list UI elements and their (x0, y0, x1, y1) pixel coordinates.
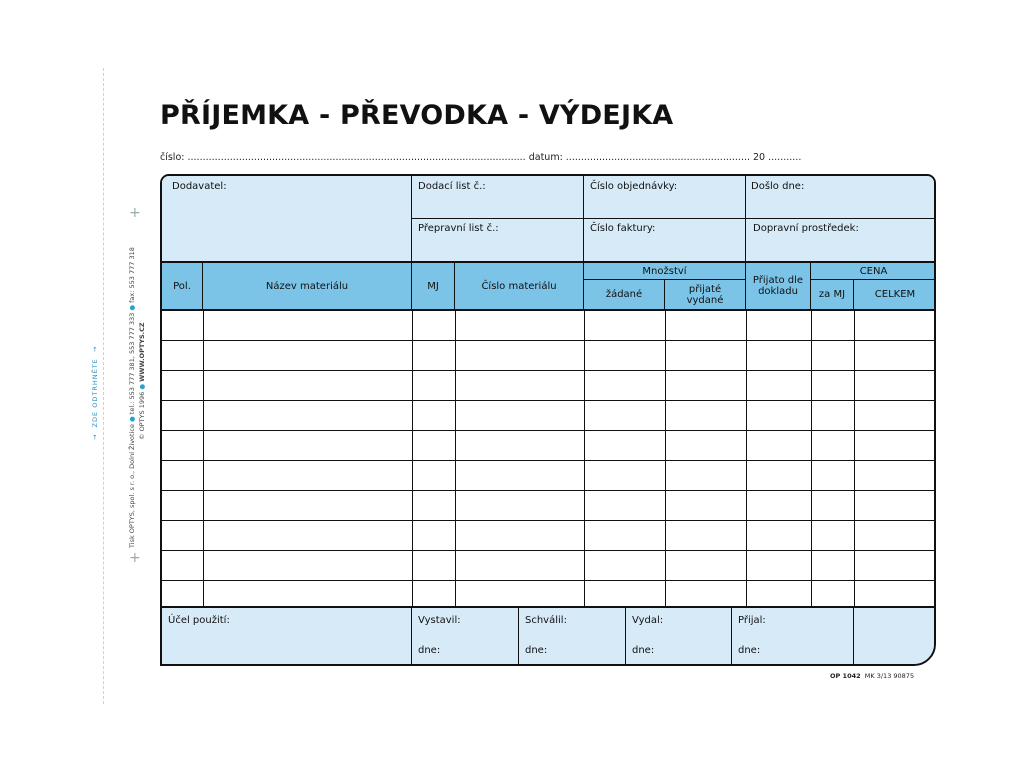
arrow-icon: → (91, 345, 99, 353)
received-date-field[interactable]: Došlo dne: (746, 176, 936, 219)
col-header-received-per-doc: Přijato dle dokladu (746, 263, 811, 309)
bullet-icon: ● (128, 416, 136, 422)
supplier-field[interactable]: Dodavatel: (162, 176, 412, 262)
issued-by-field[interactable]: Vystavil: dne: (412, 608, 519, 666)
transport-note-field[interactable]: Přepravní list č.: (412, 219, 584, 262)
document-title: PŘÍJEMKA - PŘEVODKA - VÝDEJKA (160, 100, 674, 131)
received-by-field[interactable]: Přijal: dne: (732, 608, 854, 666)
registration-mark: + (129, 205, 141, 221)
transport-means-field[interactable]: Dopravní prostředek: (746, 219, 936, 262)
invoice-number-field[interactable]: Číslo faktury: (584, 219, 746, 262)
printer-info-line2: © OPTYS 1996 ● WWW.OPTYS.CZ (138, 322, 146, 440)
extra-field[interactable] (854, 608, 936, 666)
bullet-icon: ● (138, 383, 146, 390)
tear-off-text: ZDE ODTRHNĚTE (91, 358, 99, 428)
col-header-total: CELKEM (874, 289, 916, 300)
perforation-line (103, 68, 104, 704)
table-body (162, 311, 936, 607)
table-grid (162, 311, 936, 607)
purpose-field[interactable]: Účel použití: (162, 608, 412, 666)
delivery-note-field[interactable]: Dodací list č.: (412, 176, 584, 219)
col-header-pol: Pol. (162, 263, 203, 309)
bullet-icon: ● (128, 304, 136, 311)
col-header-unit-price: za MJ (811, 280, 854, 309)
printer-info-line1: Tisk OPTYS, spol. s r. o., Dolní Životice ● tel.: 553 777 381, 553 777 333 ● fax: 553 777 318 (128, 247, 136, 548)
order-number-field[interactable]: Číslo objednávky: (584, 176, 746, 219)
col-header-received-issued: přijaté vydané (665, 280, 746, 309)
col-header-name: Název materiálu (203, 263, 412, 309)
col-header-price: CENA (811, 263, 936, 280)
col-header-quantity: Množství (584, 263, 746, 280)
dispatched-by-field[interactable]: Vydal: dne: (626, 608, 732, 666)
form-code: OP 1042 MK 3/13 90875 (830, 672, 915, 680)
col-header-mj: MJ (412, 263, 455, 309)
col-header-material-number: Číslo materiálu (455, 263, 584, 309)
approved-by-field[interactable]: Schválil: dne: (519, 608, 626, 666)
arrow-icon: → (91, 433, 99, 440)
form-frame (160, 174, 936, 666)
registration-mark: + (129, 550, 141, 566)
tear-off-label (91, 346, 99, 440)
col-header-requested: žádané (584, 280, 665, 309)
number-date-line[interactable]: číslo: ................................................................................................................ datum: ............................................................. 20 ........... (160, 152, 802, 163)
